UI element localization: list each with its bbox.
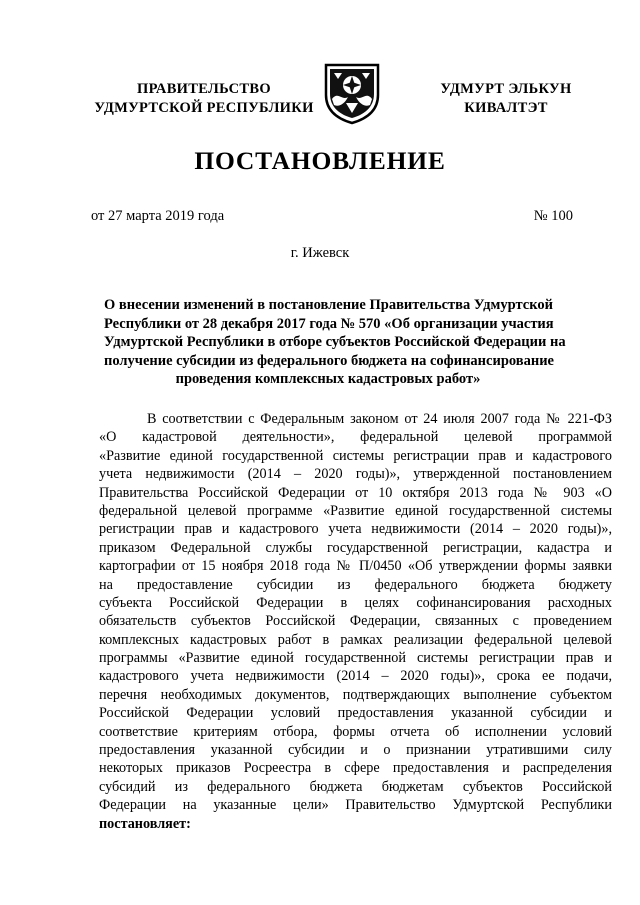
body-line: субъекта Российской Федерации в целях софинансирования расходных	[99, 594, 612, 611]
body-line: комплексных кадастровых работ в рамках реализации федеральной целевой	[99, 631, 612, 648]
subject-line: Республики от 28 декабря 2017 года № 570 «Об организации участия	[104, 315, 554, 332]
body-line: программы «Развитие единой государственной системы регистрации прав и	[99, 650, 612, 667]
issuer-line-1: ПРАВИТЕЛЬСТВО	[137, 81, 271, 97]
body-line: Правительства Российской Федерации от 10 октября 2013 года № 903 «О	[99, 484, 612, 501]
body-line: соответствие критериям отбора, формы отчета об исполнении условий	[99, 723, 612, 740]
body-line: приказом Федеральной службы государственной регистрации, кадастра и	[99, 539, 612, 556]
body-line: предоставления указанной субсидии и о признании утратившими силу	[99, 742, 612, 759]
document-subject	[104, 296, 566, 389]
subject-line: получение субсидии из федерального бюджета на софинансирование	[104, 352, 554, 369]
document-number: № 100	[533, 208, 573, 224]
body-line: кадастрового учета недвижимости (2014 – 2020 годы)», срока ее подачи,	[99, 668, 612, 685]
body-line: Федерации на указанные цели» Правительство Удмуртской Республики	[99, 797, 612, 814]
body-line: картографии от 15 ноября 2018 года № П/0450 «Об утверждении формы заявки	[99, 558, 612, 575]
body-line: Российской Федерации условий предоставления указанной субсидии и	[99, 705, 612, 722]
body-line: некоторых приказов Росреестра в сфере предоставления и распределения	[99, 760, 612, 777]
body-line: В соответствии с Федеральным законом от 24 июля 2007 года № 221-ФЗ	[147, 411, 612, 427]
body-line: на предоставление субсидии из федерального бюджета бюджету	[99, 576, 612, 593]
body-line: субсидий из федерального бюджета бюджетам субъектов Российской	[99, 778, 612, 795]
document-body	[99, 410, 612, 833]
body-line: учета недвижимости (2014 – 2020 годы)», утвержденной постановлением	[99, 466, 612, 483]
udmurt-coat-of-arms-icon	[320, 61, 384, 125]
body-line: обязательств субъектов Российской Федерации, связанных с проведением	[99, 613, 612, 630]
issuer-line-2: УДМУРТСКОЙ РЕСПУБЛИКИ	[94, 100, 314, 116]
resolution-word: постановляет:	[99, 815, 191, 832]
body-line: федеральной целевой программе «Развитие единой государственной системы	[99, 502, 612, 519]
subject-line: Удмуртской Республики в отборе субъектов Российской Федерации на	[104, 334, 566, 350]
body-line: регистрации прав и кадастрового учета недвижимости (2014 – 2020 годы)»,	[99, 521, 612, 538]
issuer-name-russian	[88, 80, 320, 118]
document-title: ПОСТАНОВЛЕНИЕ	[194, 146, 446, 175]
body-line: перечня необходимых документов, подтверждающих выполнение субъектом	[99, 686, 612, 703]
document-date: от 27 марта 2019 года	[91, 208, 225, 224]
subject-line: проведения комплексных кадастровых работ»	[175, 371, 481, 387]
issuer-udmurt-line-1: УДМУРТ ЭЛЬКУН	[440, 81, 572, 97]
document-city: г. Ижевск	[290, 245, 350, 261]
issuer-name-udmurt	[432, 80, 580, 118]
subject-line: О внесении изменений в постановление Правительства Удмуртской	[104, 297, 553, 313]
body-line: «О кадастровой деятельности», федеральной целевой программой	[99, 429, 612, 446]
body-line: «Развитие единой государственной системы регистрации прав и кадастрового	[99, 447, 612, 464]
issuer-udmurt-line-2: КИВАЛТЭТ	[464, 100, 548, 116]
